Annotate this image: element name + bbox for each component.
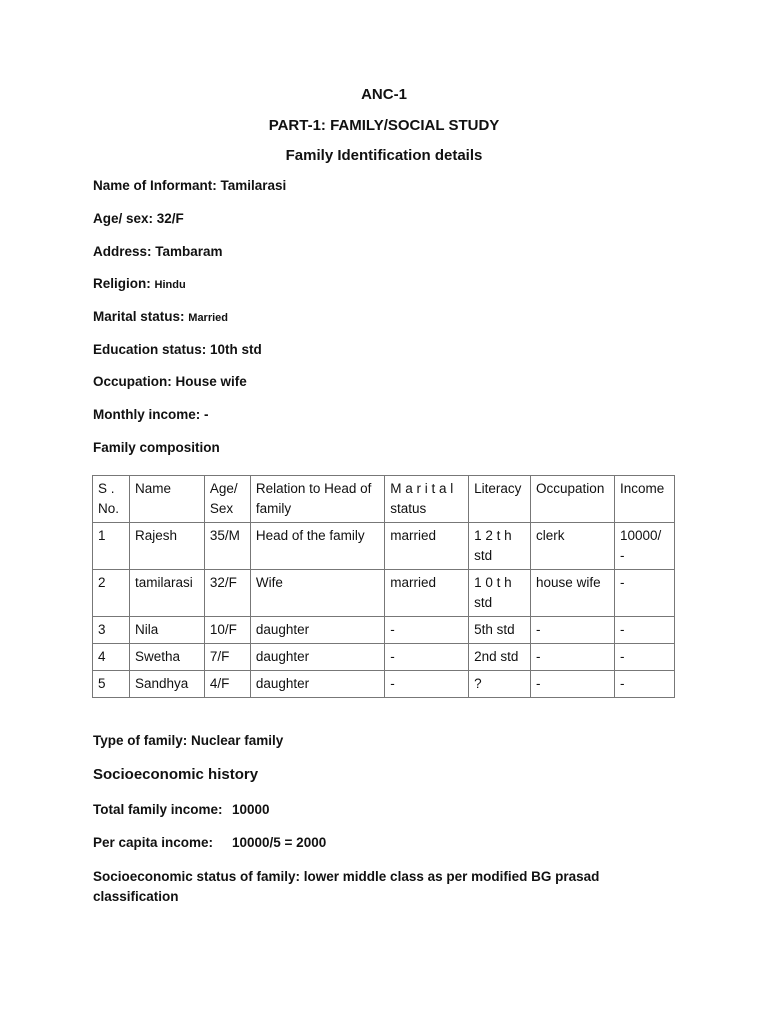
table-cell: Head of the family [250, 523, 384, 570]
table-row [93, 570, 675, 617]
column-header: Relation to Head of family [250, 476, 384, 523]
table-row [93, 671, 675, 698]
table-cell: 1 2 t h std [469, 523, 531, 570]
table-cell: 2nd std [469, 644, 531, 671]
table-cell: house wife [531, 570, 615, 617]
table-cell: Nila [129, 617, 204, 644]
informant-value: Tamilarasi [220, 178, 287, 193]
occupation-label: Occupation: [93, 374, 176, 389]
column-header: Literacy [469, 476, 531, 523]
table-cell: 10000/ - [614, 523, 674, 570]
table-cell: 3 [93, 617, 130, 644]
family-type-line: Type of family: Nuclear family [93, 733, 284, 748]
document-title: ANC-1 [361, 86, 407, 103]
education-value: 10th std [210, 342, 262, 357]
table-cell: 32/F [204, 570, 250, 617]
education-line [93, 342, 262, 357]
age-label: Age/ sex: [93, 211, 157, 226]
column-header: Age/ Sex [204, 476, 250, 523]
column-header: Occupation [531, 476, 615, 523]
family-composition-label: Family composition [93, 440, 220, 455]
table-cell: - [614, 671, 674, 698]
religion-line [93, 276, 186, 291]
table-cell: 7/F [204, 644, 250, 671]
table-cell: - [614, 617, 674, 644]
table-cell: clerk [531, 523, 615, 570]
address-value: Tambaram [155, 244, 223, 259]
table-cell: married [385, 523, 469, 570]
per-capita-value: 10000/5 = 2000 [232, 835, 327, 850]
family-composition-table [92, 475, 675, 698]
address-label: Address: [93, 244, 156, 259]
age-sex-line [93, 211, 184, 226]
table-cell: daughter [250, 644, 384, 671]
religion-value: Hindu [154, 279, 186, 291]
table-cell: - [531, 617, 615, 644]
table-cell: Wife [250, 570, 384, 617]
total-income-line [93, 802, 270, 817]
table-cell: daughter [250, 617, 384, 644]
table-cell: - [531, 671, 615, 698]
address-line [93, 244, 223, 259]
table-row [93, 617, 675, 644]
table-cell: married [385, 570, 469, 617]
marital-line [93, 309, 228, 324]
part-heading: PART-1: FAMILY/SOCIAL STUDY [268, 117, 500, 134]
total-income-value: 10000 [232, 802, 270, 817]
table-cell: 2 [93, 570, 130, 617]
table-cell: tamilarasi [129, 570, 204, 617]
section-subtitle: Family Identification details [285, 147, 483, 164]
informant-line [93, 178, 286, 193]
table-cell: - [531, 644, 615, 671]
column-header: S . No. [93, 476, 130, 523]
table-cell: 4 [93, 644, 130, 671]
table-cell: 1 0 t h std [469, 570, 531, 617]
occupation-line [93, 374, 247, 389]
table-cell: 35/M [204, 523, 250, 570]
table-cell: 4/F [204, 671, 250, 698]
table-header-row [93, 476, 675, 523]
per-capita-line [93, 835, 326, 850]
table-cell: Rajesh [129, 523, 204, 570]
table-cell: Sandhya [129, 671, 204, 698]
table-cell: Swetha [129, 644, 204, 671]
per-capita-label: Per capita income: [93, 835, 214, 850]
table-cell: 5th std [469, 617, 531, 644]
education-label: Education status: [93, 342, 211, 357]
income-value: - [204, 407, 209, 422]
socioeconomic-status-line: Socioeconomic status of family: lower middle class as per modified BG prasad classification [93, 869, 600, 904]
table-row [93, 644, 675, 671]
table-cell: 10/F [204, 617, 250, 644]
table-cell: 1 [93, 523, 130, 570]
table-cell: - [385, 644, 469, 671]
monthly-income-line [93, 407, 209, 422]
table-cell: ? [469, 671, 531, 698]
marital-label: Marital status: [93, 309, 189, 324]
informant-label: Name of Informant: [93, 178, 221, 193]
age-value: 32/F [156, 211, 184, 226]
table-cell: - [385, 671, 469, 698]
table-row [93, 523, 675, 570]
total-income-label: Total family income: [93, 802, 223, 817]
table-cell: 5 [93, 671, 130, 698]
table-cell: - [614, 570, 674, 617]
table-cell: - [385, 617, 469, 644]
occupation-value: House wife [175, 374, 247, 389]
marital-value: Married [188, 312, 229, 324]
income-label: Monthly income: [93, 407, 204, 422]
table-cell: daughter [250, 671, 384, 698]
column-header: Income [614, 476, 674, 523]
column-header: M a r i t a l status [385, 476, 469, 523]
table-cell: - [614, 644, 674, 671]
column-header: Name [129, 476, 204, 523]
socioeconomic-heading: Socioeconomic history [93, 766, 259, 783]
religion-label: Religion: [93, 276, 155, 291]
